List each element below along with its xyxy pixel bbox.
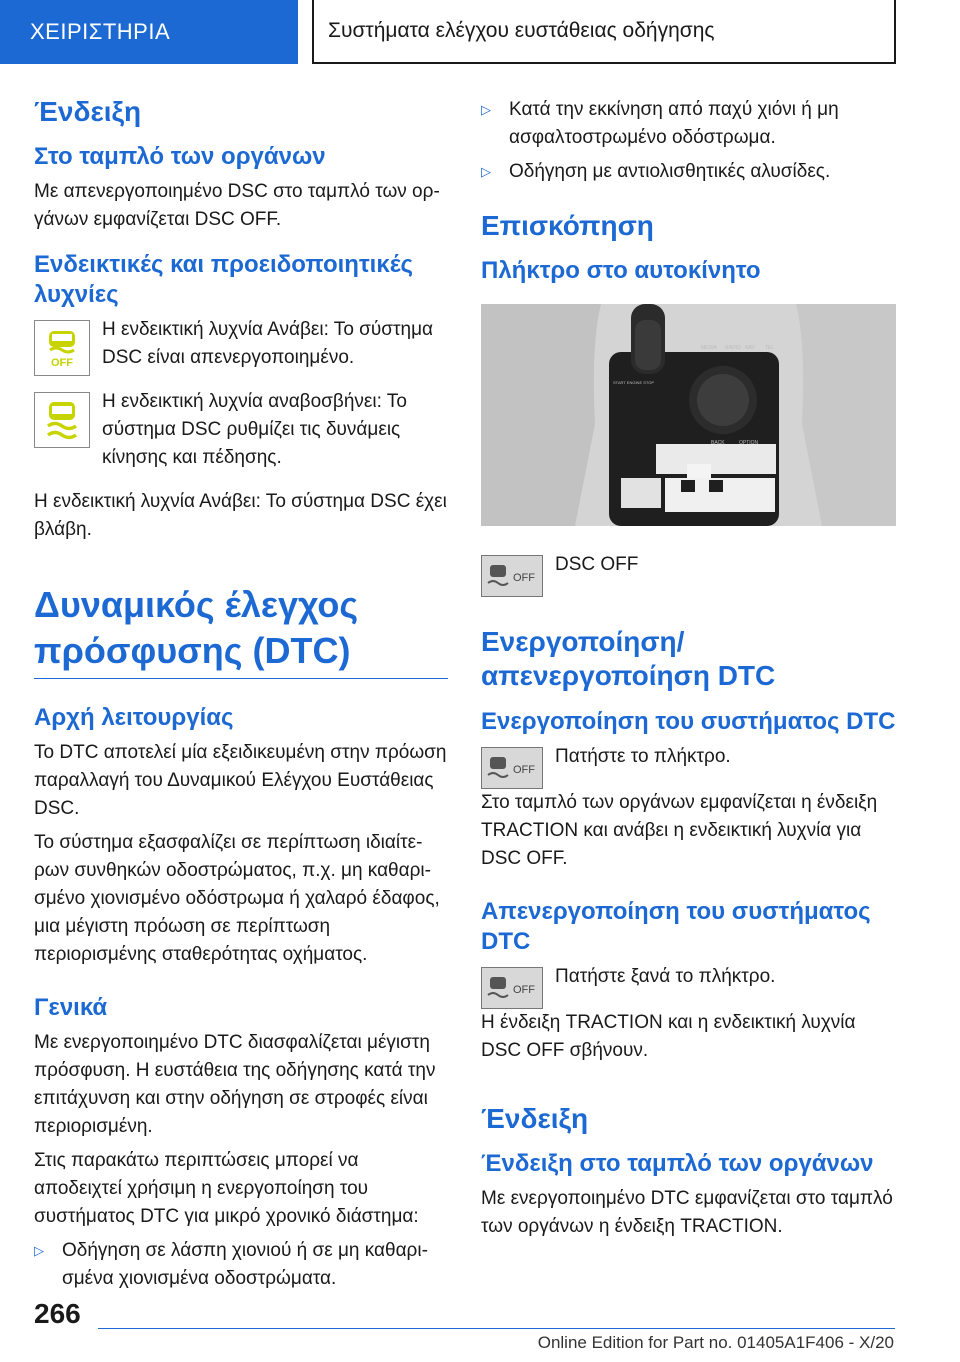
section-tab: ΧΕΙΡΙΣΤΗΡΙΑ xyxy=(0,0,298,64)
svg-text:START ENGINE STOP: START ENGINE STOP xyxy=(613,380,655,385)
deactivate-subheading: Απενεργοποίηση του συστήματος DTC xyxy=(481,898,871,955)
indication-heading: Ένδειξη xyxy=(34,96,142,127)
general-paragraph-2: Στις παρακάτω περιπτώσεις μπορεί να αποδειχτεί χρήσιμη η ενεργοποίηση του συστήματος DTC για μικρό χρονικό διάστημα: xyxy=(34,1150,419,1227)
svg-text:OFF: OFF xyxy=(513,764,535,776)
title-rule xyxy=(34,678,448,679)
button-label: DSC OFF xyxy=(555,554,639,575)
activate-row xyxy=(481,743,896,789)
dtc-title: Δυναμικός έλεγχος πρόσφυσης (DTC) xyxy=(34,584,359,671)
activate-text: Στο ταμπλό των οργάνων εμφανίζεται η ένδειξη TRACTION και ανάβει η ενδεικτική λυχνία για DSC OFF. xyxy=(481,792,878,869)
indication-text: Με ενεργοποιημένο DTC εμφανίζεται στο ταμπλό των οργάνων η ένδειξη TRACTION. xyxy=(481,1188,893,1237)
activate-step: Πατήστε το πλήκτρο. xyxy=(555,746,731,767)
lamp-row-on xyxy=(34,316,448,378)
svg-text:OPTION: OPTION xyxy=(739,440,759,446)
instrument-text: Με απενεργοποιημένο DSC στο ταμπλό των οργάνων εμφανίζεται DSC OFF. xyxy=(34,181,440,230)
general-subheading: Γενικά xyxy=(34,994,108,1021)
indication-heading-2: Ένδειξη xyxy=(481,1103,589,1134)
deactivate-row xyxy=(481,963,896,1009)
onoff-heading: Ενεργοποίηση/απενεργοποίηση DTC xyxy=(481,626,776,691)
svg-text:OFF: OFF xyxy=(513,984,535,996)
activate-subheading: Ενεργοποίηση του συστήματος DTC xyxy=(481,708,896,735)
triangle-bullet-icon: ▷ xyxy=(481,164,491,179)
deactivate-step: Πατήστε ξανά το πλήκτρο. xyxy=(555,966,776,987)
chapter-title: Συστήματα ελέγχου ευστάθειας οδήγησης xyxy=(312,0,896,64)
svg-text:OFF: OFF xyxy=(51,357,73,369)
footer-rule xyxy=(98,1328,895,1329)
right-column xyxy=(481,96,896,1247)
list-item: ▷ Κατά την εκκίνηση από παχύ χιόνι ή μη ασφαλτοστρωμένο οδόστρωμα. xyxy=(481,96,896,158)
edition-footer: Online Edition for Part no. 01405A1F406 - X/20 xyxy=(537,1333,894,1352)
lamps-subheading: Ενδεικτικές και προειδοποιητικές λυχνίες xyxy=(34,251,414,308)
indication-subheading: Ένδειξη στο ταμπλό των οργάνων xyxy=(481,1150,874,1177)
button-subheading: Πλήκτρο στο αυτοκίνητο xyxy=(481,257,761,284)
svg-text:NAV: NAV xyxy=(745,345,755,351)
triangle-bullet-icon: ▷ xyxy=(481,102,491,117)
list-item: ▷ Οδήγηση με αντιολισθητικές αλυσίδες. xyxy=(481,158,896,192)
svg-text:MEDIA: MEDIA xyxy=(701,345,717,351)
principle-subheading: Αρχή λειτουργίας xyxy=(34,704,234,731)
general-paragraph-1: Με ενεργοποιημένο DTC διασφαλίζεται μέγιστη πρόσφυση. Η ευστάθεια της οδήγησης κατά την επιτάχυνση και στην οδήγηση σε στροφές είναι περιορισμένη. xyxy=(34,1032,436,1137)
lamp-on-text: Η ενδεικτική λυχνία Ανάβει: Το σύστημα DSC είναι απενεργοποιημένο. xyxy=(102,319,434,368)
dsc-off-button-icon xyxy=(481,555,543,597)
svg-text:RADIO: RADIO xyxy=(725,345,741,351)
principle-paragraph-2: Το σύστημα εξασφαλίζει σε περίπτωση ιδιαίτερων συνθηκών οδοστρώματος, π.χ. μη καθαρισμένο χιονισμένο οδόστρωμα ή χαλαρό έδαφος, μια μέγιστη πρόωση σε περίπτωση περιορισμένης σταθερότητας οχήματος. xyxy=(34,832,440,965)
dsc-off-button-icon xyxy=(481,747,543,789)
instrument-cluster-subheading: Στο ταμπλό των οργάνων xyxy=(34,143,326,170)
lamp-row-flashing xyxy=(34,388,448,478)
svg-text:OFF: OFF xyxy=(513,572,535,584)
page-number: 266 xyxy=(34,1298,81,1329)
principle-paragraph-1: Το DTC αποτελεί μία εξειδικευμένη στην πρόωση παραλλαγή του Δυναμικού Ελέγχου Ευστάθειας DSC. xyxy=(34,742,447,819)
dsc-flashing-warning-icon xyxy=(34,392,90,448)
dsc-off-button-icon xyxy=(481,967,543,1009)
left-column xyxy=(34,96,448,1299)
center-console-photo xyxy=(481,304,896,526)
deactivate-text: Η ένδειξη TRACTION και η ενδεικτική λυχνία DSC OFF σβήνουν. xyxy=(481,1012,856,1061)
button-label-row xyxy=(481,551,896,597)
overview-heading: Επισκόπηση xyxy=(481,210,654,241)
svg-text:TEL: TEL xyxy=(765,345,775,351)
triangle-bullet-icon: ▷ xyxy=(34,1243,44,1258)
lamp-fault-text: Η ενδεικτική λυχνία Ανάβει: Το σύστημα DSC έχει βλάβη. xyxy=(34,491,447,540)
dsc-off-warning-icon xyxy=(34,320,90,376)
list-item: ▷ Οδήγηση σε λάσπη χιονιού ή σε μη καθαρισμένα χιονισμένα οδοστρώματα. xyxy=(34,1237,448,1299)
svg-text:BACK: BACK xyxy=(711,440,725,446)
lamp-flashing-text: Η ενδεικτική λυχνία αναβοσβήνει: Το σύστημα DSC ρυθμίζει τις δυνάμεις κίνησης και πέδησης. xyxy=(102,391,407,468)
page-header xyxy=(0,0,960,66)
